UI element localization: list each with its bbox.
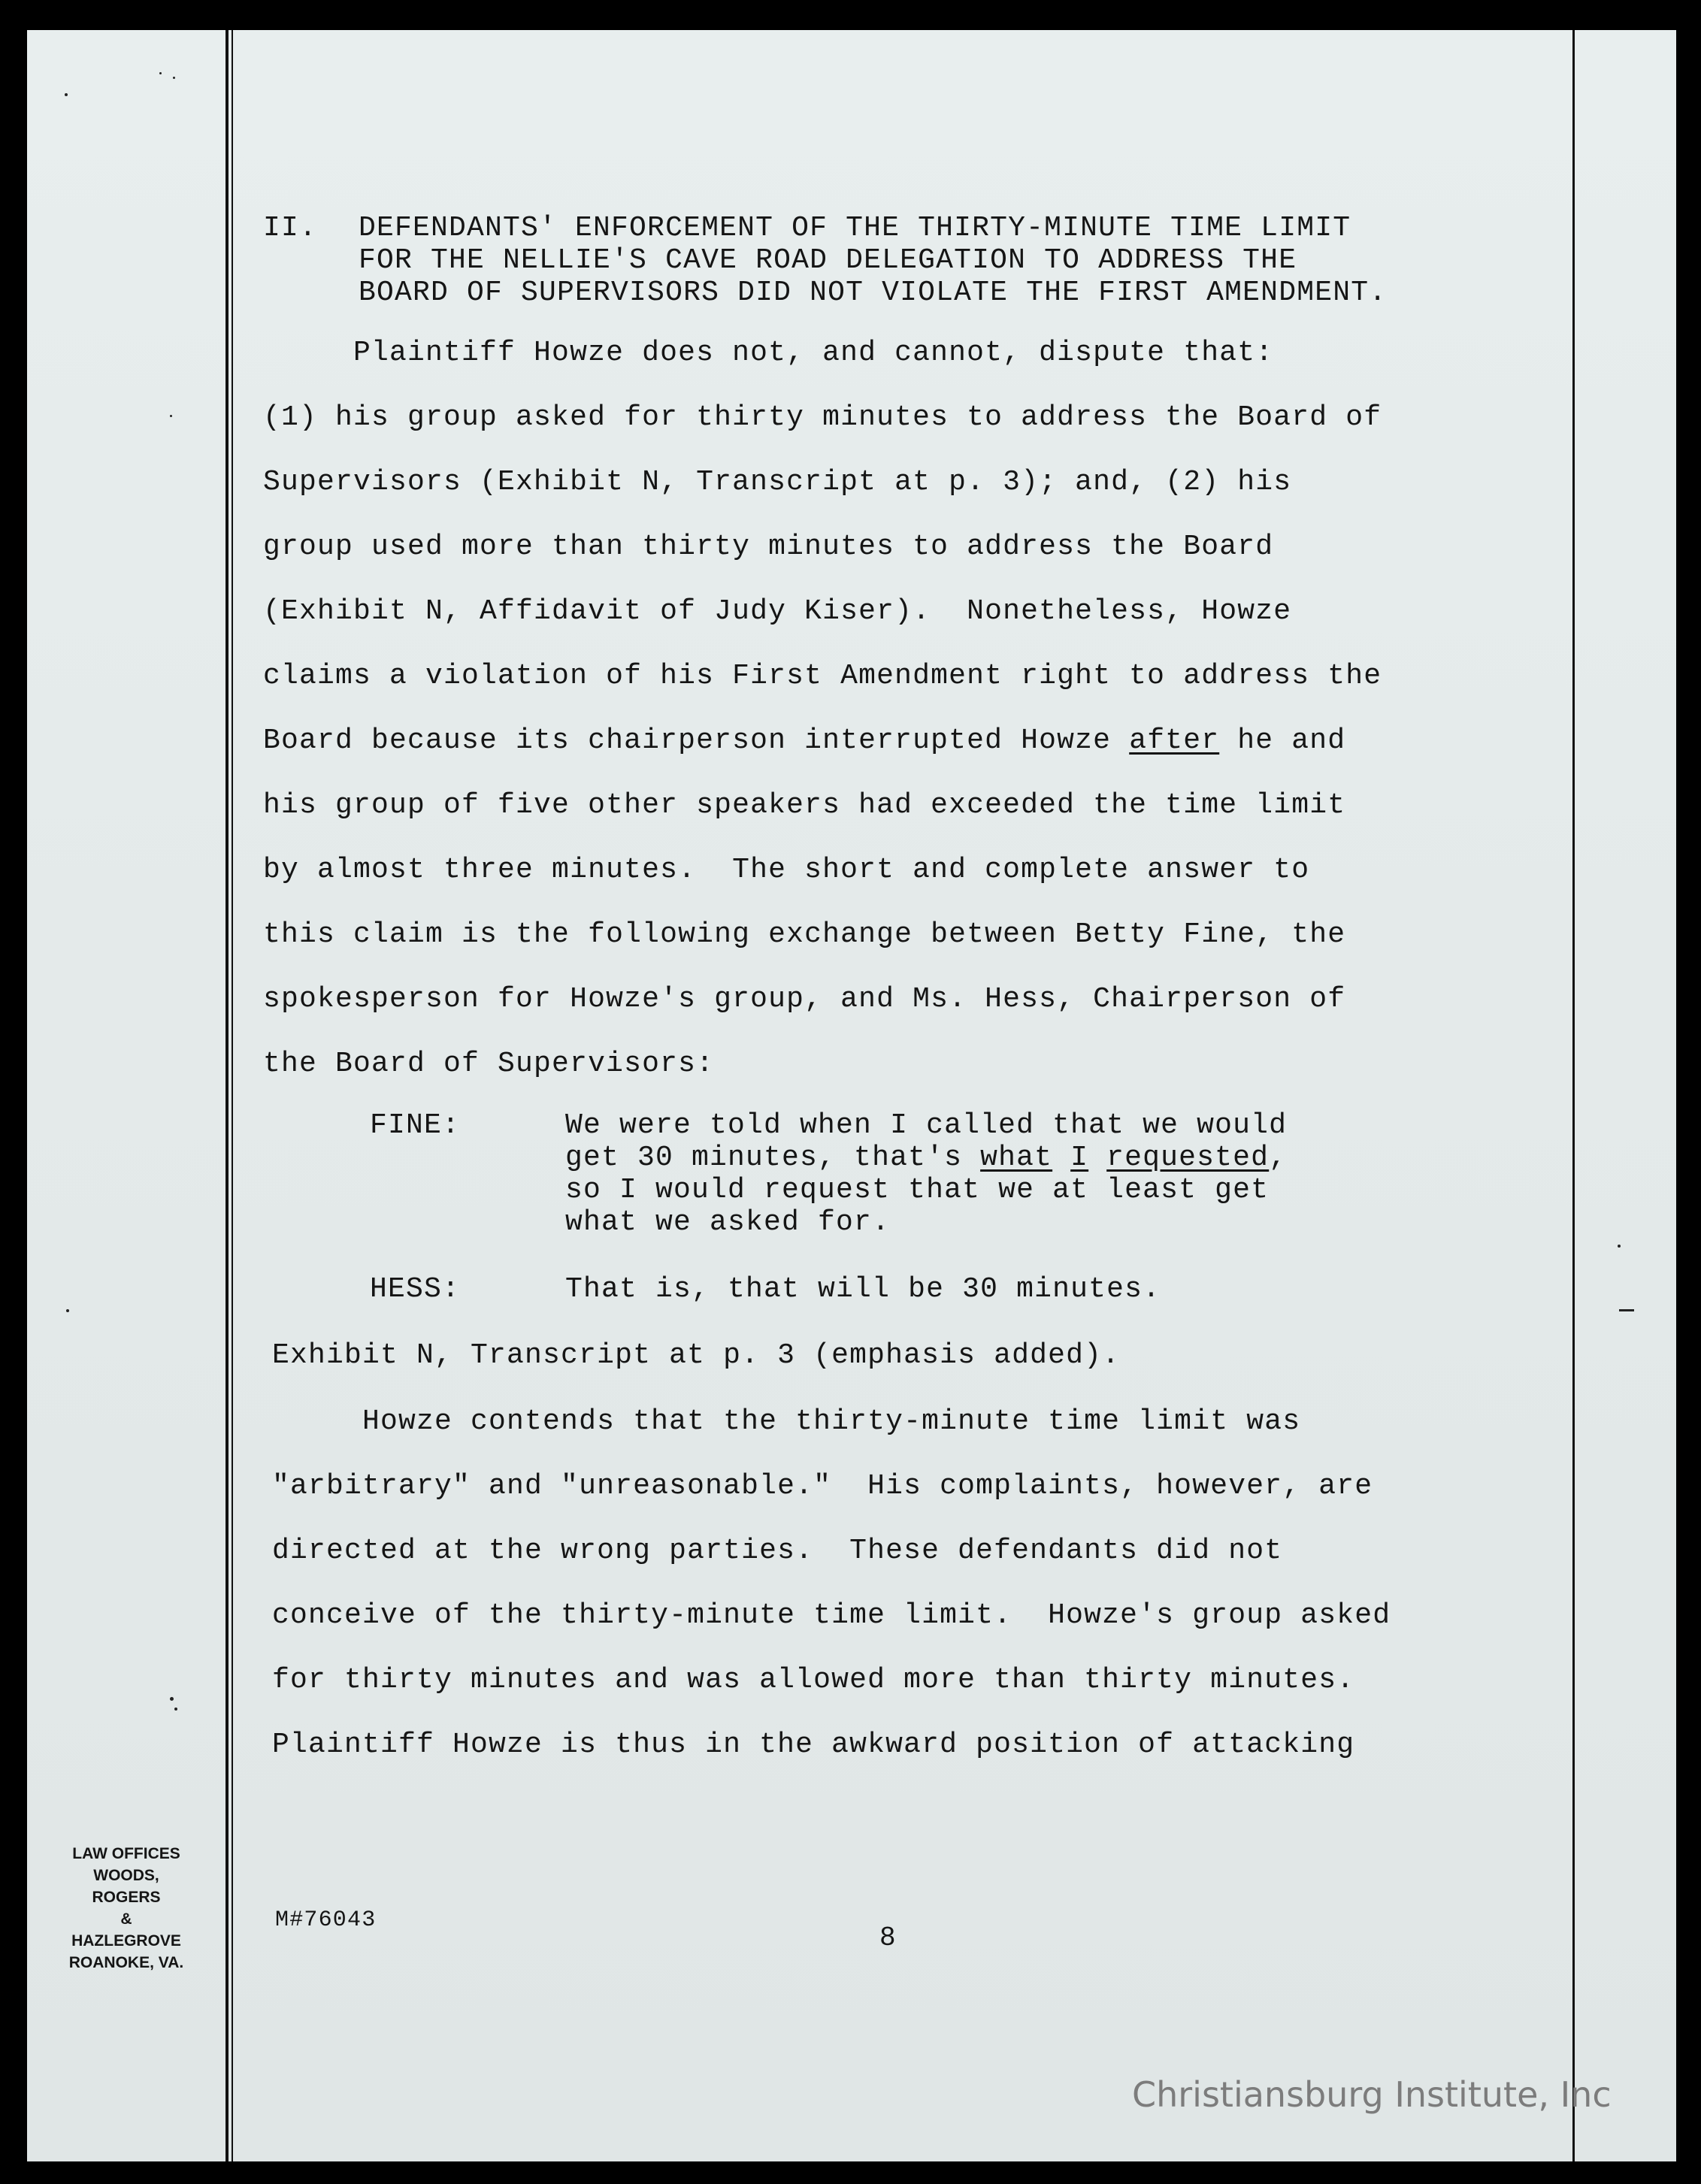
emphasized-word: after bbox=[1129, 724, 1220, 757]
quote-text bbox=[1052, 1142, 1070, 1174]
heading-line: FOR THE NELLIE'S CAVE ROAD DELEGATION TO ADDRESS THE bbox=[359, 244, 1297, 277]
quote-line: We were told when I called that we would bbox=[565, 1109, 1288, 1142]
body-line bbox=[263, 724, 1345, 757]
body-line: his group of five other speakers had exceeded the time limit bbox=[263, 789, 1346, 821]
body-line: spokesperson for Howze's group, and Ms. Hess, Chairperson of bbox=[263, 983, 1346, 1015]
body-line: "arbitrary" and "unreasonable." His complaints, however, are bbox=[272, 1470, 1373, 1502]
speck bbox=[1619, 1309, 1634, 1311]
body-line: Plaintiff Howze is thus in the awkward position of attacking bbox=[272, 1729, 1355, 1761]
watermark: Christiansburg Institute, Inc bbox=[1132, 2074, 1612, 2115]
body-line: group used more than thirty minutes to address the Board bbox=[263, 531, 1274, 563]
speck bbox=[159, 72, 162, 74]
quote-line bbox=[565, 1142, 1287, 1174]
body-line: (Exhibit N, Affidavit of Judy Kiser). Nonetheless, Howze bbox=[263, 595, 1292, 628]
speck bbox=[66, 1309, 69, 1312]
body-text: Board because its chairperson interrupted Howze bbox=[263, 724, 1130, 757]
emphasized-word: what bbox=[980, 1142, 1053, 1174]
law-offices-line: WOODS, ROGERS bbox=[92, 1867, 161, 1906]
left-margin-rule bbox=[225, 30, 229, 2161]
body-line: the Board of Supervisors: bbox=[263, 1048, 715, 1080]
body-line: conceive of the thirty-minute time limit. Howze's group asked bbox=[272, 1599, 1391, 1632]
speck bbox=[173, 77, 175, 79]
citation: Exhibit N, Transcript at p. 3 (emphasis added). bbox=[272, 1339, 1121, 1372]
speck bbox=[1618, 1245, 1621, 1248]
body-line: Plaintiff Howze does not, and cannot, dispute that: bbox=[263, 337, 1274, 369]
document-page bbox=[27, 30, 1676, 2161]
law-offices-line: ROANOKE, VA. bbox=[68, 1954, 184, 1971]
quote-text: get 30 minutes, that's bbox=[565, 1142, 981, 1174]
speck bbox=[174, 1708, 177, 1711]
page-number: 8 bbox=[879, 1922, 897, 1953]
quote-line: That is, that will be 30 minutes. bbox=[565, 1273, 1161, 1305]
body-line: claims a violation of his First Amendment right to address the bbox=[263, 660, 1382, 692]
right-margin-rule bbox=[1572, 30, 1575, 2161]
quote-line: what we asked for. bbox=[565, 1206, 891, 1239]
emphasized-word: I bbox=[1070, 1142, 1089, 1174]
body-line: directed at the wrong parties. These defendants did not bbox=[272, 1535, 1283, 1567]
speck bbox=[170, 1697, 174, 1701]
body-line: by almost three minutes. The short and complete answer to bbox=[263, 854, 1310, 886]
heading-numeral: II. bbox=[263, 212, 318, 244]
speck bbox=[65, 93, 68, 96]
body-line: Howze contends that the thirty-minute time limit was bbox=[272, 1405, 1301, 1438]
law-offices-line: & HAZLEGROVE bbox=[71, 1910, 181, 1950]
heading-line: BOARD OF SUPERVISORS DID NOT VIOLATE THE FIRST AMENDMENT. bbox=[359, 277, 1388, 309]
heading-line: DEFENDANTS' ENFORCEMENT OF THE THIRTY-MINUTE TIME LIMIT bbox=[359, 212, 1351, 244]
speaker-label-fine: FINE: bbox=[370, 1109, 461, 1142]
body-line: this claim is the following exchange between Betty Fine, the bbox=[263, 918, 1346, 951]
law-offices-footer bbox=[66, 1843, 186, 1974]
body-line: for thirty minutes and was allowed more than thirty minutes. bbox=[272, 1664, 1355, 1696]
quote-text bbox=[1088, 1142, 1106, 1174]
document-number: M#76043 bbox=[275, 1907, 377, 1933]
quote-text: , bbox=[1269, 1142, 1288, 1174]
law-offices-line: LAW OFFICES bbox=[72, 1845, 180, 1862]
body-line: Supervisors (Exhibit N, Transcript at p. 3); and, (2) his bbox=[263, 466, 1292, 498]
emphasized-word: requested bbox=[1106, 1142, 1270, 1174]
body-text: he and bbox=[1219, 724, 1346, 757]
speaker-label-hess: HESS: bbox=[370, 1273, 461, 1305]
body-line: (1) his group asked for thirty minutes to address the Board of bbox=[263, 401, 1382, 434]
quote-line: so I would request that we at least get bbox=[565, 1174, 1270, 1206]
speck bbox=[170, 415, 172, 417]
left-margin-rule-inner bbox=[232, 30, 233, 2161]
